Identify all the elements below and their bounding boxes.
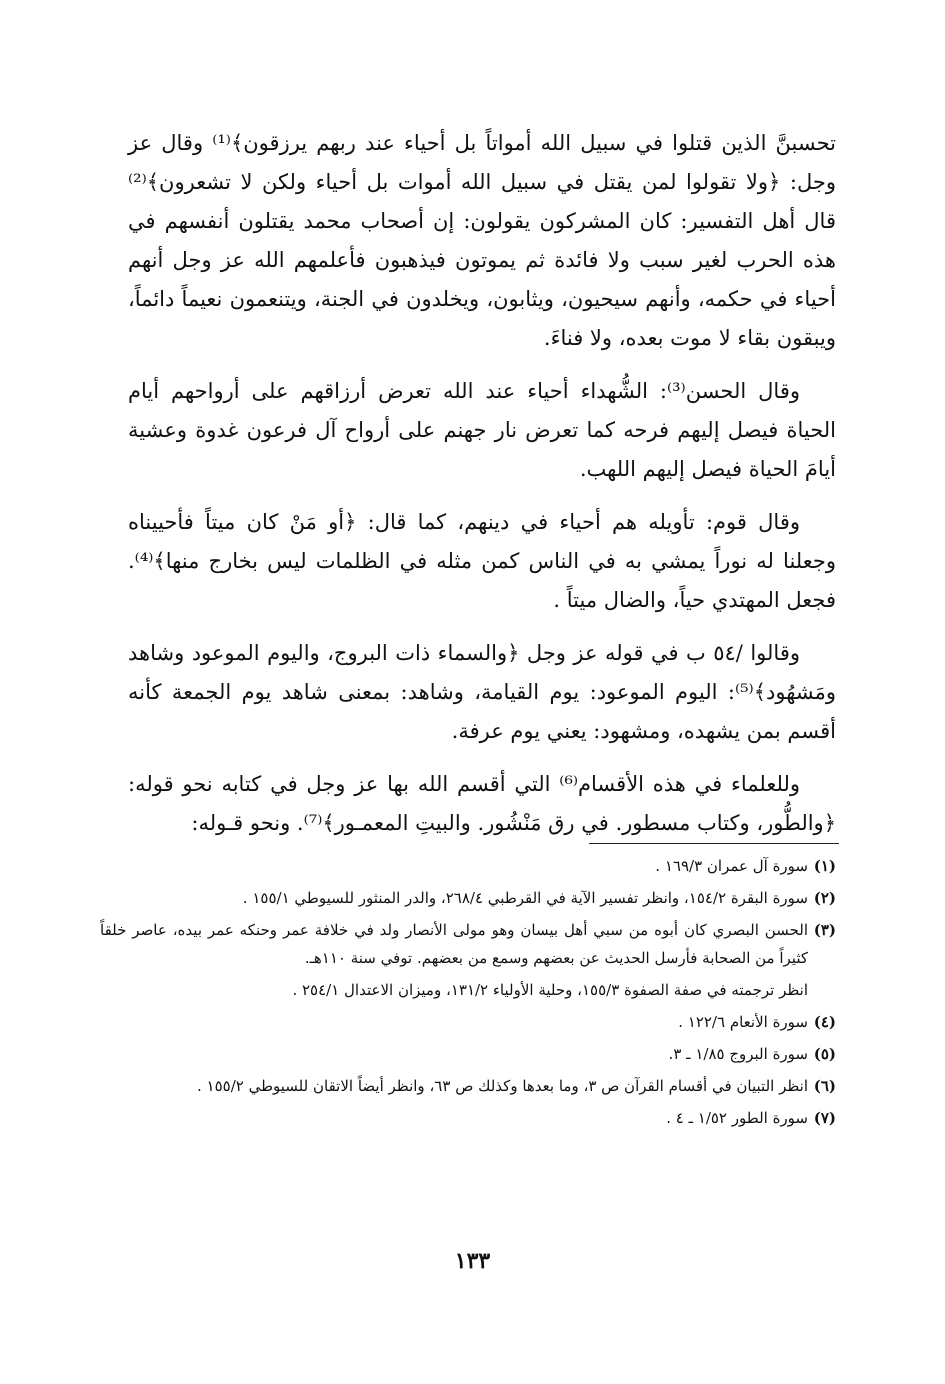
footnote-number: (٣) bbox=[813, 921, 836, 939]
paragraph-4: وقالوا /٥٤ ب في قوله عز وجل ﴿والسماء ذات البروج، واليوم الموعود وشاهد ومَشهُود﴾⁽⁵⁾: اليوم الموعود: يوم القيامة، وشاهد: بمعنى شاهد يوم الجمعة كأنه أقسم بمن يشهده، ومشهود: يعني يوم عرفة. bbox=[128, 641, 837, 743]
footnote-4 bbox=[100, 1008, 836, 1036]
footnote-2 bbox=[100, 884, 836, 912]
footnote-6 bbox=[100, 1072, 836, 1100]
footnotes bbox=[100, 852, 836, 1136]
footnote-text: سورة البروج ١/٨٥ ـ ٣. bbox=[668, 1045, 808, 1063]
footnote-number: (٢) bbox=[813, 889, 836, 907]
page-number: ١٣٣ bbox=[454, 1248, 491, 1274]
paragraph-5: وللعلماء في هذه الأقسام⁽⁶⁾ التي أقسم الله بها عز وجل في كتابه نحو قوله: ﴿والطُّور، وكتاب مسطور. في رق مَنْشُور. والبيتِ المعمـور﴾⁽⁷⁾. ونحو قـوله: bbox=[128, 772, 836, 835]
footnote-number: (٤) bbox=[813, 1013, 836, 1031]
footnote-text: سورة الطور ١/٥٢ ـ ٤ . bbox=[666, 1109, 808, 1127]
footnote-1 bbox=[100, 852, 836, 880]
footnote-text: سورة آل عمران ١٦٩/٣ . bbox=[655, 857, 808, 875]
footnote-separator bbox=[589, 843, 839, 844]
footnote-7 bbox=[100, 1104, 836, 1132]
paragraph-3: وقال قوم: تأويله هم أحياء في دينهم، كما قال: ﴿أو مَنْ كان ميتاً فأحييناه وجعلنا له نوراً يمشي به في الناس كمن مثله في الظلمات ليس بخارج منها﴾⁽⁴⁾. فجعل المهتدي حياً، والضال ميتاً . bbox=[128, 510, 836, 612]
footnote-text: انظر التبيان في أقسام القرآن ص ٣، وما بعدها وكذلك ص ٦٣، وانظر أيضاً الاتقان للسيوطي ١٥٥/٢ . bbox=[196, 1077, 808, 1095]
footnote-3 bbox=[100, 916, 836, 972]
footnote-number: (٥) bbox=[813, 1045, 836, 1063]
footnote-number: (١) bbox=[813, 857, 836, 875]
footnote-5 bbox=[100, 1040, 836, 1068]
main-text bbox=[128, 124, 836, 857]
footnote-number: (٧) bbox=[813, 1109, 836, 1127]
footnote-3-continuation bbox=[100, 976, 836, 1004]
footnote-text: الحسن البصري كان أبوه من سبي أهل بيسان وهو مولى الأنصار ولد في خلافة عمر وحنكه عمر بيده، عاصر خلقاً كثيراً من الصحابة فأرسل الحديث عن بعضهم وسمع من بعضهم. توفي سنة ١١٠هـ. bbox=[100, 921, 808, 967]
footnote-text: انظر ترجمته في صفة الصفوة ١٥٥/٣، وحلية الأولياء ١٣١/٢، وميزان الاعتدال ٢٥٤/١ . bbox=[292, 981, 808, 999]
footnote-text: سورة البقرة ١٥٤/٢، وانظر تفسير الآية في القرطبي ٢٦٨/٤، والدر المنثور للسيوطي ١٥٥/١ . bbox=[242, 889, 808, 907]
footnote-text: سورة الأنعام ١٢٢/٦ . bbox=[678, 1013, 808, 1031]
footnote-number: (٦) bbox=[813, 1077, 836, 1095]
paragraph-1: تحسبنَّ الذين قتلوا في سبيل الله أمواتاً بل أحياء عند ربهم يرزقون﴾⁽¹⁾ وقال عز وجل: ﴿ولا تقولوا لمن يقتل في سبيل الله أموات بل أحياء ولكن لا تشعرون﴾⁽²⁾ قال أهل التفسير: كان المشركون يقولون: إن أصحاب محمد يقتلون أنفسهم في هذه الحرب لغير سبب ولا فائدة ثم يموتون فيذهبون فأعلمهم الله عز وجل أنهم أحياء في حكمه، وأنهم سيحيون، ويثابون، ويخلدون في الجنة، ويتنعمون نعيماً دائماً، ويبقون بقاء لا موت بعده، ولا فناءَ. bbox=[128, 131, 836, 350]
paragraph-2: وقال الحسن⁽³⁾: الشُّهداء أحياء عند الله تعرض أرزاقهم على أرواحهم أيام الحياة فيصل إليهم فرحه كما تعرض نار جهنم على أرواح آل فرعون غدوة وعشية أيامَ الحياة فيصل إليهم اللهب. bbox=[128, 379, 836, 481]
